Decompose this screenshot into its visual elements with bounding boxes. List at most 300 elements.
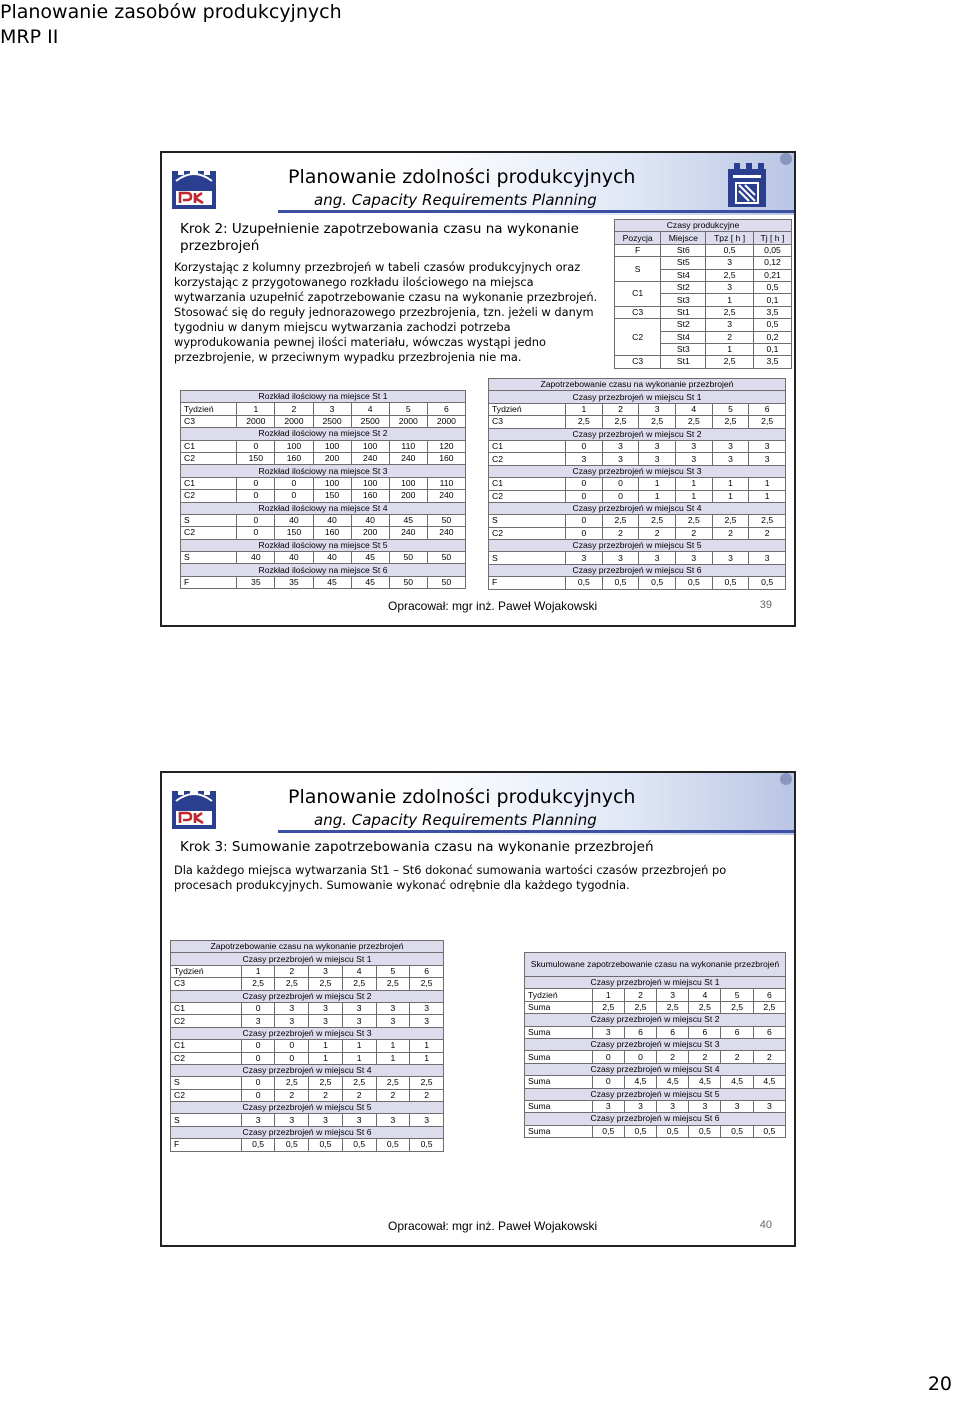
table-cell: 0,2 (753, 331, 791, 343)
table-cell: Czasy przezbrojeń w miejscu St 1 (171, 953, 444, 965)
table-cell: 0,5 (689, 1125, 721, 1137)
table-cell: 0,5 (592, 1125, 624, 1137)
table-cell: 1 (706, 343, 754, 355)
table-cell: 2,5 (309, 978, 343, 990)
table-row (525, 989, 786, 1001)
table-cell: 40 (313, 552, 351, 564)
table-caption-row (489, 465, 786, 477)
table-cell: Zapotrzebowanie czasu na wykonanie przezbrojeń (171, 941, 444, 953)
table-cell: St2 (661, 319, 706, 331)
table-cell: Czasy przezbrojeń w miejscu St 5 (525, 1088, 786, 1100)
table-row (615, 281, 792, 293)
table-cell: C3 (171, 978, 242, 990)
table-cell: C2 (489, 490, 566, 502)
table-cell: 100 (389, 477, 427, 489)
table-cell: 3 (753, 1100, 785, 1112)
table-cell: Czasy przezbrojeń w miejscu St 4 (525, 1063, 786, 1075)
table-cell: C2 (181, 452, 237, 464)
step-heading: Krok 2: Uzupełnienie zapotrzebowania czasu na wykonanie przezbrojeń (180, 221, 579, 254)
table-cell: 40 (351, 514, 389, 526)
table-cell: 4 (675, 403, 712, 415)
table-cell: C3 (181, 415, 237, 427)
slide-number: 40 (759, 1219, 772, 1231)
table-cell: F (615, 244, 661, 256)
table-caption-row (615, 220, 792, 232)
table-cell: 0 (241, 1002, 275, 1014)
table-row (615, 257, 792, 269)
table-cell: C1 (615, 281, 661, 306)
table-cell: 0 (602, 478, 639, 490)
table-row (489, 490, 786, 502)
table-cell: S (171, 1114, 242, 1126)
table-row (171, 1040, 444, 1052)
table-cell: Zapotrzebowanie czasu na wykonanie przezbrojeń (489, 379, 786, 391)
table-row (181, 576, 466, 588)
table-caption-row (525, 1088, 786, 1100)
table-cell: 2,5 (749, 515, 786, 527)
table-cell: S (181, 514, 237, 526)
table-row (181, 415, 466, 427)
table-cell: 3 (566, 453, 603, 465)
table-cell: C2 (615, 319, 661, 356)
table-cell: 6 (624, 1026, 656, 1038)
table-cell: Czasy przezbrojeń w miejscu St 4 (171, 1064, 444, 1076)
table-cell: C3 (615, 306, 661, 318)
table-cell: F (171, 1139, 242, 1151)
table-cell: Suma (525, 1125, 593, 1137)
table-cell: Suma (525, 1076, 593, 1088)
table-cell: 4,5 (689, 1076, 721, 1088)
table-caption-row (171, 1126, 444, 1138)
table-cell: 3 (410, 1114, 444, 1126)
table-cell: 3 (275, 1114, 309, 1126)
table-cell: 1 (376, 1052, 410, 1064)
table-cell: 3,5 (753, 306, 791, 318)
quantity-distribution-table (180, 390, 466, 589)
document-header (0, 0, 400, 50)
table-cell: 3 (376, 1015, 410, 1027)
table-cell: 0,5 (376, 1139, 410, 1151)
table-cell: 2,5 (275, 978, 309, 990)
table-cell: 3 (712, 453, 749, 465)
table-cell: 0,5 (712, 577, 749, 589)
table-cell: 3 (241, 1114, 275, 1126)
table-row (489, 577, 786, 589)
table-cell: 1 (592, 989, 624, 1001)
table-cell: 1 (410, 1052, 444, 1064)
table-cell: C1 (489, 478, 566, 490)
table-cell: 100 (351, 440, 389, 452)
table-cell: 150 (237, 452, 275, 464)
table-cell: 0 (566, 527, 603, 539)
table-cell: 3 (309, 965, 343, 977)
table-cell: 40 (237, 552, 275, 564)
table-cell: 150 (313, 490, 351, 502)
table-cell: 50 (427, 514, 465, 526)
table-cell: 5 (376, 965, 410, 977)
table-cell: C1 (181, 440, 237, 452)
table-cell: C2 (181, 527, 237, 539)
table-cell: 1 (410, 1040, 444, 1052)
table-cell: 3 (639, 403, 676, 415)
table-cell: St4 (661, 269, 706, 281)
table-row (171, 1002, 444, 1014)
table-caption-row (525, 953, 786, 977)
table-cell: 1 (376, 1040, 410, 1052)
table-caption-row (489, 391, 786, 403)
table-row (181, 440, 466, 452)
table-cell: 100 (313, 477, 351, 489)
table-cell: 1 (675, 478, 712, 490)
table-cell: 2 (675, 527, 712, 539)
table-cell: 50 (427, 576, 465, 588)
table-cell: 4,5 (721, 1076, 753, 1088)
table-cell: 0 (241, 1077, 275, 1089)
table-cell: S (615, 257, 661, 282)
table-row (181, 477, 466, 489)
table-cell: 45 (389, 514, 427, 526)
table-cell: St2 (661, 281, 706, 293)
table-cell: C1 (171, 1002, 242, 1014)
table-cell: 0,5 (675, 577, 712, 589)
table-cell: 2,5 (749, 416, 786, 428)
table-row (489, 453, 786, 465)
table-cell: Czasy przezbrojeń w miejscu St 3 (525, 1038, 786, 1050)
table-cell: Czasy przezbrojeń w miejscu St 2 (171, 990, 444, 1002)
table-caption-row (525, 977, 786, 989)
table-caption-row (181, 428, 466, 440)
table-cell: 3 (376, 1114, 410, 1126)
table-cell: 2000 (389, 415, 427, 427)
table-cell: 0,5 (566, 577, 603, 589)
table-cell: St6 (661, 244, 706, 256)
table-cell: F (489, 577, 566, 589)
slide-number: 39 (759, 599, 772, 611)
table-cell: 0 (566, 440, 603, 452)
table-cell: 0 (566, 490, 603, 502)
setup-time-table (488, 378, 786, 590)
table-caption-row (489, 379, 786, 391)
table-cell: S (171, 1077, 242, 1089)
table-cell: C1 (489, 440, 566, 452)
slide-footer: Opracował: mgr inż. Paweł Wojakowski (388, 1219, 598, 1233)
table-cell: F (181, 576, 237, 588)
table-cell: Czasy przezbrojeń w miejscu St 1 (525, 977, 786, 989)
table-cell: St1 (661, 306, 706, 318)
table-cell: C2 (171, 1052, 242, 1064)
table-cell: 0 (237, 477, 275, 489)
page-number: 20 (927, 1373, 952, 1395)
table-cell: Czasy przezbrojeń w miejscu St 3 (489, 465, 786, 477)
table-cell: 0 (566, 478, 603, 490)
step-description: Korzystając z kolumny przezbrojeń w tabeli czasów produkcyjnych oraz korzystając z przygotowanego rozkładu ilościowego na miejsca wytwarzania uzupełnić zapotrzebowanie czasu na wykonanie przezbrojeń. Stosować się do reguły jednorazowego przezbrojenia, tzn. jeżeli w danym tygodniu w danym miejscu wytwarzania zachodzi potrzeba wyprodukowania pewnej ilości materiału, wówczas wystąpi jedno przezbrojenie, w przeciwnym wypadku przezbrojenia nie ma. (174, 260, 598, 364)
table-cell: 2,5 (342, 978, 376, 990)
table-cell: 2 (275, 1089, 309, 1101)
table-cell: 45 (313, 576, 351, 588)
table-cell: 4,5 (753, 1076, 785, 1088)
table-row (489, 515, 786, 527)
table-cell: 2,5 (342, 1077, 376, 1089)
table-row (181, 490, 466, 502)
table-cell: 2,5 (376, 1077, 410, 1089)
table-cell: 3 (342, 1114, 376, 1126)
table-cell: 3 (410, 1002, 444, 1014)
table-cell: 35 (237, 576, 275, 588)
table-cell: Czasy przezbrojeń w miejscu St 5 (489, 540, 786, 552)
table-cell: Tydzień (171, 965, 242, 977)
table-cell: 2 (712, 527, 749, 539)
table-row (171, 1052, 444, 1064)
table-cell: 0 (592, 1051, 624, 1063)
table-cell: St5 (661, 257, 706, 269)
table-cell: 2000 (237, 415, 275, 427)
document-title: Planowanie zasobów produkcyjnych (0, 1, 342, 23)
table-cell: 0,1 (753, 343, 791, 355)
step-description: Dla każdego miejsca wytwarzania St1 – St6 dokonać sumowania wartości czasów przezbrojeń po procesach produkcyjnych. Sumowanie wykonać odrębnie dla każdego tygodnia. (174, 863, 727, 892)
table-cell: Czasy produkcyjne (615, 220, 792, 232)
table-cell: 3 (624, 1100, 656, 1112)
table-cell: 100 (313, 440, 351, 452)
table-cell: 0 (241, 1040, 275, 1052)
table-cell: 0,5 (275, 1139, 309, 1151)
table-row (181, 403, 466, 415)
table-cell: St3 (661, 294, 706, 306)
table-caption-row (171, 953, 444, 965)
table-caption-row (171, 941, 444, 953)
table-caption-row (181, 502, 466, 514)
table-cell: 6 (753, 1026, 785, 1038)
table-cell: 6 (689, 1026, 721, 1038)
table-cell: 3 (706, 281, 754, 293)
table-cell: 3 (241, 1015, 275, 1027)
table-row (489, 478, 786, 490)
table-cell: Czasy przezbrojeń w miejscu St 3 (171, 1027, 444, 1039)
table-cell: Czasy przezbrojeń w miejscu St 5 (171, 1102, 444, 1114)
table-header-row (615, 232, 792, 244)
table-cell: 240 (389, 527, 427, 539)
table-cell: 0 (566, 515, 603, 527)
table-cell: 0,5 (753, 1125, 785, 1137)
table-cell: Czasy przezbrojeń w miejscu St 6 (489, 564, 786, 576)
table-cell: 2 (602, 403, 639, 415)
table-cell: 3 (309, 1015, 343, 1027)
table-cell: Czasy przezbrojeń w miejscu St 4 (489, 502, 786, 514)
table-cell: 0,5 (753, 319, 791, 331)
table-cell: 0 (241, 1089, 275, 1101)
table-cell: C1 (181, 477, 237, 489)
table-cell: 2 (376, 1089, 410, 1101)
table-cell: 3 (689, 1100, 721, 1112)
table-cell: 35 (275, 576, 313, 588)
table-caption-row (489, 428, 786, 440)
table-caption-row (181, 564, 466, 576)
table-cell: Rozkład ilościowy na miejsce St 2 (181, 428, 466, 440)
table-cell: 50 (427, 552, 465, 564)
table-cell: Tydzień (181, 403, 237, 415)
table-cell: Suma (525, 1051, 593, 1063)
table-cell: 1 (237, 403, 275, 415)
table-cell: 2,5 (410, 978, 444, 990)
table-cell: 0 (237, 527, 275, 539)
table-cell: S (489, 515, 566, 527)
table-cell: 3 (592, 1100, 624, 1112)
table-caption-row (171, 1064, 444, 1076)
table-row (171, 1139, 444, 1151)
table-row (525, 1076, 786, 1088)
table-cell: 3 (602, 440, 639, 452)
table-caption-row (489, 502, 786, 514)
table-cell: 1 (241, 965, 275, 977)
corner-dot (780, 153, 792, 165)
table-cell: 0 (275, 1040, 309, 1052)
table-cell: 0 (275, 477, 313, 489)
table-cell: 3,5 (753, 356, 791, 368)
table-cell: 2 (410, 1089, 444, 1101)
table-cell: 3 (313, 403, 351, 415)
table-cell: 2 (689, 1051, 721, 1063)
table-cell: 0,5 (342, 1139, 376, 1151)
table-cell: 1 (706, 294, 754, 306)
table-caption-row (489, 540, 786, 552)
table-cell: 1 (309, 1040, 343, 1052)
table-cell: Tydzień (489, 403, 566, 415)
table-cell: Pozycja (615, 232, 661, 244)
table-cell: 2 (275, 965, 309, 977)
table-cell: 0 (241, 1052, 275, 1064)
table-cell: 1 (639, 478, 676, 490)
table-cell: 4 (351, 403, 389, 415)
table-cell: 200 (351, 527, 389, 539)
table-caption-row (181, 465, 466, 477)
table-cell: 2 (753, 1051, 785, 1063)
table-cell: 3 (275, 1002, 309, 1014)
table-cell: 45 (351, 576, 389, 588)
table-cell: 2,5 (602, 416, 639, 428)
table-row (171, 978, 444, 990)
table-cell: 0,5 (309, 1139, 343, 1151)
header-rule (278, 830, 794, 833)
table-cell: 6 (749, 403, 786, 415)
table-cell: 0,5 (410, 1139, 444, 1151)
table-cell: 2 (309, 1089, 343, 1101)
slide-39 (160, 151, 796, 627)
table-cell: 2,5 (675, 416, 712, 428)
slide-subtitle: ang. Capacity Requirements Planning (314, 811, 597, 829)
table-caption-row (525, 1014, 786, 1026)
table-cell: Czasy przezbrojeń w miejscu St 2 (489, 428, 786, 440)
table-cell: 3 (675, 552, 712, 564)
table-cell: 0 (275, 1052, 309, 1064)
table-cell: 2 (342, 1089, 376, 1101)
table-cell: Tydzień (525, 989, 593, 1001)
table-cell: 3 (657, 1100, 689, 1112)
table-cell: 5 (389, 403, 427, 415)
table-cell: 3 (592, 1026, 624, 1038)
pk-logo-icon (170, 783, 218, 831)
table-cell: 200 (313, 452, 351, 464)
table-cell: 1 (309, 1052, 343, 1064)
table-cell: C2 (489, 527, 566, 539)
table-caption-row (489, 564, 786, 576)
table-cell: 160 (275, 452, 313, 464)
table-cell: 2500 (351, 415, 389, 427)
table-cell: 1 (342, 1052, 376, 1064)
setup-time-table (170, 940, 444, 1152)
table-cell: 1 (342, 1040, 376, 1052)
table-cell: 0,5 (721, 1125, 753, 1137)
table-cell: 2 (602, 527, 639, 539)
table-caption-row (181, 391, 466, 403)
table-cell: C3 (615, 356, 661, 368)
table-cell: 1 (749, 478, 786, 490)
table-cell: 0,5 (753, 281, 791, 293)
table-cell: Rozkład ilościowy na miejsce St 1 (181, 391, 466, 403)
table-cell: Czasy przezbrojeń w miejscu St 1 (489, 391, 786, 403)
table-cell: 240 (389, 452, 427, 464)
table-cell: 1 (712, 478, 749, 490)
table-row (171, 1114, 444, 1126)
table-row (171, 1089, 444, 1101)
pk-logo-icon (170, 163, 218, 211)
table-cell: 3 (309, 1114, 343, 1126)
table-cell: 2 (706, 331, 754, 343)
table-cell: 2,5 (721, 1001, 753, 1013)
production-times-table (614, 219, 792, 369)
table-caption-row (171, 1102, 444, 1114)
table-cell: 3 (275, 1015, 309, 1027)
table-cell: 0,5 (657, 1125, 689, 1137)
table-cell: 2 (657, 1051, 689, 1063)
table-cell: S (489, 552, 566, 564)
slide-footer: Opracował: mgr inż. Paweł Wojakowski (388, 599, 598, 613)
tower-logo-icon (724, 159, 770, 209)
table-cell: 5 (712, 403, 749, 415)
table-cell: 2,5 (592, 1001, 624, 1013)
table-cell: 3 (749, 440, 786, 452)
table-cell: 2,5 (657, 1001, 689, 1013)
table-cell: 3 (309, 1002, 343, 1014)
table-row (181, 552, 466, 564)
slide-subtitle: ang. Capacity Requirements Planning (314, 191, 597, 209)
table-cell: 2,5 (275, 1077, 309, 1089)
table-cell: 3 (602, 453, 639, 465)
table-row (171, 1015, 444, 1027)
table-row (181, 527, 466, 539)
table-cell: Czasy przezbrojeń w miejscu St 6 (171, 1126, 444, 1138)
table-cell: 3 (639, 453, 676, 465)
step-heading: Krok 3: Sumowanie zapotrzebowania czasu na wykonanie przezbrojeń (180, 839, 654, 855)
table-row (615, 319, 792, 331)
table-cell: 40 (313, 514, 351, 526)
table-row (615, 244, 792, 256)
table-cell: 0,5 (706, 244, 754, 256)
table-cell: 1 (712, 490, 749, 502)
table-cell: 3 (566, 552, 603, 564)
table-row (171, 1077, 444, 1089)
table-cell: Czasy przezbrojeń w miejscu St 6 (525, 1113, 786, 1125)
table-row (525, 1125, 786, 1137)
table-row (489, 403, 786, 415)
table-cell: 40 (275, 552, 313, 564)
table-cell: 0,21 (753, 269, 791, 281)
table-cell: 1 (639, 490, 676, 502)
cumulative-setup-time-table (524, 952, 786, 1138)
table-cell: 2,5 (706, 356, 754, 368)
table-row (525, 1051, 786, 1063)
table-cell: 3 (675, 440, 712, 452)
table-cell: Rozkład ilościowy na miejsce St 6 (181, 564, 466, 576)
table-row (525, 1100, 786, 1112)
